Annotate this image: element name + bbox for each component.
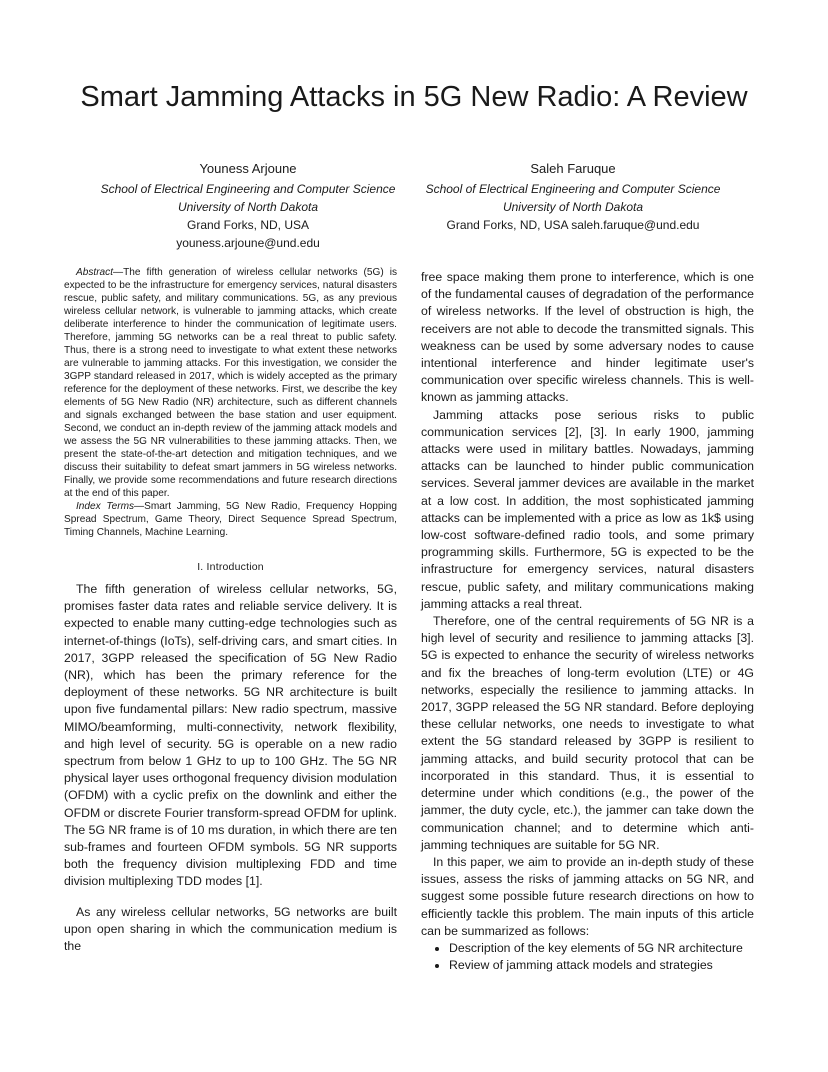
left-column xyxy=(64,266,397,955)
section-heading: I. Introduction xyxy=(197,561,264,573)
paragraph: free space making them prone to interference, which is one of the fundamental causes of degradation of the performance of wireless networks. If the level of obstruction is high, the receivers are not able to decode the transmitted signals. This weakness can be used by some adversary nodes to cause intentional interference and hinder legitimate user's communication over specific wireless channels. This is well-known as jamming attacks. xyxy=(421,270,754,405)
paragraph: As any wireless cellular networks, 5G networks are built upon open sharing in which the communication medium is the xyxy=(64,904,397,954)
index-terms-text: —Smart Jamming, 5G New Radio, Frequency Hopping Spread Spectrum, Game Theory, Direct Sequence Spread Spectrum, Timing Channels, Machine Learning. xyxy=(64,501,397,538)
author-location: Grand Forks, ND, USA saleh.faruque@und.edu xyxy=(446,218,700,232)
paragraph: The fifth generation of wireless cellular networks, 5G, promises faster data rates and reliable service delivery. It is expected to enable many cutting-edge technologies such as internet-of-things (IoTs), self-driving cars, and smart cities. In 2017, 3GPP released the specification of 5G New Radio (NR), which has been the primary reference for the deployment of these networks. 5G NR architecture is built upon five fundamental pillars: New radio spectrum, massive MIMO/beamforming, multi-connectivity, network flexibility, and high level of security. 5G is operable on a new radio spectrum from below 1 GHz to up to 100 GHz. The 5G NR physical layer uses orthogonal frequency division modulation (OFDM) with a cyclic prefix on the downlink and either the OFDM or discrete Fourier transform-spread OFDM for uplink. The 5G NR frame is of 10 ms duration, in which there are ten sub-frames and fourteen OFDM symbols. 5G NR supports both the frequency division multiplexing FDD and time division multiplexing TDD modes [1]. xyxy=(64,582,397,889)
index-terms-label: Index Terms xyxy=(76,501,135,512)
paragraph: Therefore, one of the central requirements of 5G NR is a high level of security and resilience to jamming attacks [3]. 5G is expected to enhance the security of wireless networks and fix the breaches of long-term evolution (LTE) or 4G networks, especially the resilience to jamming attacks. In 2017, 3GPP released the 5G NR standard. Before deploying these cellular networks, one needs to investigate to what extent the 5G standard released by 3GPP is resilient to jamming attacks, and build security protocol that can be incorporated in this standard. Thus, it is essential to determine under which conditions (e.g., the power of the jammer, the duty cycle, etc.), the jammer can take down the communication channel; and to determine which anti-jamming techniques are suitable for 5G NR. xyxy=(421,614,754,852)
author-block-1 xyxy=(78,160,418,252)
author-name: Youness Arjoune xyxy=(199,161,297,176)
paragraph: Jamming attacks pose serious risks to public communication services [2], [3]. In early 1900, jamming attacks were used in military battles. Nowadays, jamming attacks can be launched to hinder public communication services. Several jammer devices are available in the market at a low cost. In addition, the most sophisticated jamming attacks can be implemented with a price as low as 1k$ using low-cost software-defined radio tools, and some primary programming skills. Furthermore, 5G is expected to be the infrastructure for emergency services, natural disasters rescue, public safety, and military communications making jamming attacks a real threat. xyxy=(421,407,754,611)
abstract xyxy=(64,266,397,500)
contribution-list xyxy=(421,940,754,974)
right-column xyxy=(421,269,754,974)
author-university: University of North Dakota xyxy=(502,200,644,214)
index-terms xyxy=(64,500,397,539)
author-location: Grand Forks, ND, USA xyxy=(186,218,310,232)
list-item: • Description of the key elements of 5G NR architecture xyxy=(449,940,754,957)
author-affiliation: School of Electrical Engineering and Computer Science xyxy=(100,182,396,196)
abstract-text: —The fifth generation of wireless cellular networks (5G) is expected to be the infrastructure for emergency services, natural disasters rescue, public safety, and military communications. 5G, as any previous wireless cellular network, is vulnerable to jamming attacks, which create deliberate interference to hinder the communication of legitimate users. Therefore, jamming 5G networks can be a real threat to public safety. Thus, there is a strong need to investigate to what extent these networks are vulnerable to jamming attacks. For this investigation, we consider the 3GPP standard released in 2017, which is widely accepted as the primary reference for the deployment of these networks. First, we describe the key elements of 5G New Radio (NR) architecture, such as different channels and signals exchanged between the base station and user equipment. Second, we conduct an in-depth review of the jamming attack models and we assess the 5G NR vulnerabilities to these jamming attacks. Then, we present the state-of-the-art detection and mitigation techniques, and we discuss their suitability to defeat smart jammers in 5G wireless networks. Finally, we provide some recommendations and future research directions at the end of this paper. xyxy=(64,267,397,499)
author-university: University of North Dakota xyxy=(177,200,319,214)
author-name: Saleh Faruque xyxy=(530,161,616,176)
abstract-label: Abstract xyxy=(76,267,114,278)
author-block-2 xyxy=(403,160,743,234)
list-item: • Review of jamming attack models and strategies xyxy=(449,957,754,974)
paragraph: In this paper, we aim to provide an in-depth study of these issues, assess the risks of jamming attacks on 5G NR, and suggest some possible future research directions on how to efficiently tackle this problem. The main inputs of this article can be summarized as follows: xyxy=(421,854,754,938)
author-email: youness.arjoune@und.edu xyxy=(176,236,320,250)
paper-title: Smart Jamming Attacks in 5G New Radio: A Review xyxy=(80,81,748,113)
author-affiliation: School of Electrical Engineering and Computer Science xyxy=(425,182,721,196)
